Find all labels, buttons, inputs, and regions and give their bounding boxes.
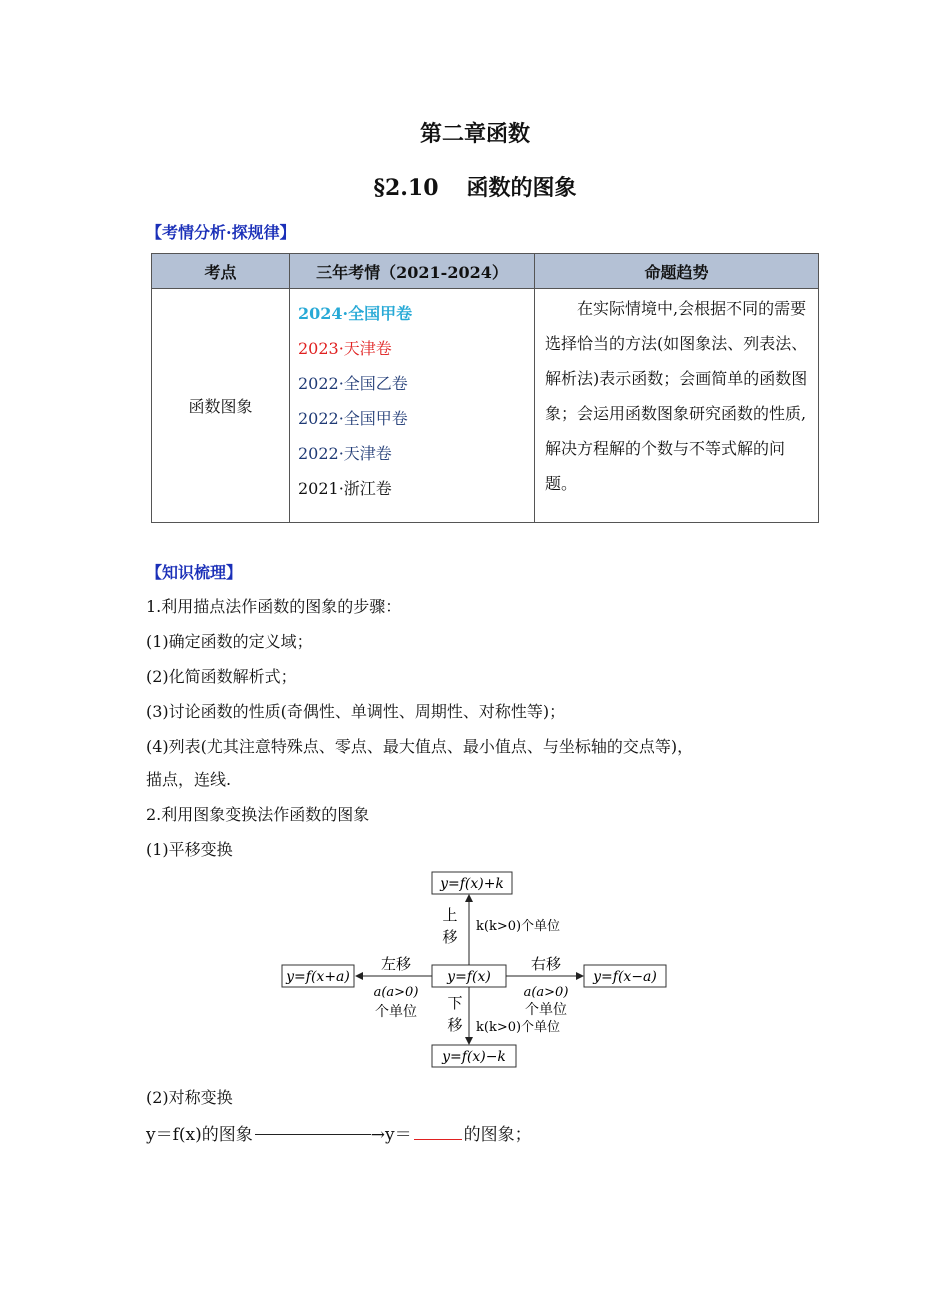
up-note: k(k>0)个单位 xyxy=(476,919,561,934)
left-label: 左移 xyxy=(380,955,412,973)
exam-analysis-heading: 【考情分析·探规律】 xyxy=(146,223,296,242)
years-cell xyxy=(290,289,535,523)
chapter-title: 第二章函数 xyxy=(419,121,530,147)
trend-cell xyxy=(535,289,819,523)
symmetry-heading: (2)对称变换 xyxy=(146,1088,233,1107)
transform-arrow-line xyxy=(255,1134,371,1135)
left-note-1: a(a>0) xyxy=(373,985,419,1000)
exam-year-item: 2022·全国甲卷 xyxy=(298,409,408,428)
symmetry-line xyxy=(146,1120,532,1145)
exam-year-item: 2024·全国甲卷 xyxy=(298,304,413,323)
right-label: 右移 xyxy=(530,955,562,973)
point-1: 1.利用描点法作函数的图象的步骤： xyxy=(146,597,402,616)
exam-year-item: 2021·浙江卷 xyxy=(298,479,392,498)
section-name: 函数的图象 xyxy=(466,175,577,201)
symmetry-suffix: 的图象； xyxy=(463,1125,532,1145)
step-3: (3)讨论函数的性质(奇偶性、单调性、周期性、对称性等)； xyxy=(146,702,566,721)
trend-text: 在实际情境中,会根据不同的需要选择恰当的方法(如图象法、列表法、解析法)表示函数；会画简单的函数图象；会运用函数图象研究函数的性质,解决方程解的个数与不等式解的问题。 xyxy=(545,299,808,493)
exam-years-list xyxy=(290,289,534,511)
exam-analysis-table xyxy=(151,253,819,523)
knowledge-heading: 【知识梳理】 xyxy=(146,563,243,582)
step-2: (2)化简函数解析式； xyxy=(146,667,297,686)
translation-diagram xyxy=(278,868,670,1074)
step-4: (4)列表(尤其注意特殊点、零点、最大值点、最小值点、与坐标轴的交点等)， xyxy=(146,737,694,756)
down-label: 下移 xyxy=(447,994,463,1034)
right-note-1: a(a>0) xyxy=(523,985,569,1000)
right-box-label: y=f(x−a) xyxy=(593,969,657,985)
section-title xyxy=(0,171,950,202)
up-box-label: y=f(x)+k xyxy=(440,876,504,892)
left-note-2: 个单位 xyxy=(375,1004,417,1020)
left-box-label: y=f(x+a) xyxy=(286,969,350,985)
right-note-2: 个单位 xyxy=(525,1002,567,1018)
transform-arrow-head: → xyxy=(370,1125,385,1145)
symmetry-target: y＝ xyxy=(385,1125,412,1145)
translation-heading: (1)平移变换 xyxy=(146,840,233,859)
up-label: 上移 xyxy=(442,906,458,946)
down-note: k(k>0)个单位 xyxy=(476,1020,561,1035)
step-4-cont: 描点，连线. xyxy=(146,770,232,789)
section-number: §2.10 xyxy=(373,175,439,201)
symmetry-source: y＝f(x)的图象 xyxy=(146,1125,253,1145)
step-1: (1)确定函数的定义域； xyxy=(146,632,313,651)
exam-year-item: 2022·全国乙卷 xyxy=(298,374,408,393)
column-header-topic: 考点 xyxy=(152,254,290,289)
column-header-years: 三年考情（2021-2024） xyxy=(290,254,535,289)
column-header-trend: 命题趋势 xyxy=(535,254,819,289)
center-box-label: y=f(x) xyxy=(447,969,491,985)
exam-year-item: 2022·天津卷 xyxy=(298,444,392,463)
answer-blank[interactable] xyxy=(414,1125,462,1140)
point-2: 2.利用图象变换法作函数的图象 xyxy=(146,805,370,824)
topic-label: 函数图象 xyxy=(188,397,253,416)
topic-cell xyxy=(152,289,290,523)
down-box-label: y=f(x)−k xyxy=(442,1049,506,1065)
exam-year-item: 2023·天津卷 xyxy=(298,339,392,358)
